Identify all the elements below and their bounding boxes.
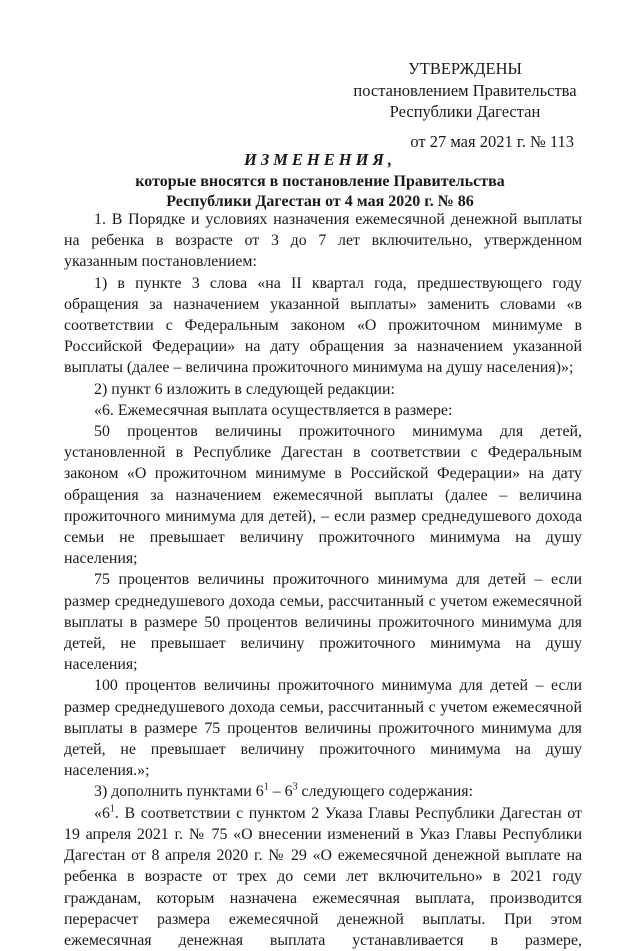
p9-start: «6 bbox=[94, 804, 110, 822]
title-spaced-heading: ИЗМЕНЕНИЯ, bbox=[244, 150, 396, 169]
title-line-2: Республики Дагестан от 4 мая 2020 г. № 86 bbox=[166, 193, 474, 210]
p8-mid: – 6 bbox=[268, 783, 293, 801]
paragraph-3: 2) пункт 6 изложить в следующей редакции: bbox=[94, 380, 395, 398]
paragraph-4: «6. Ежемесячная выплата осуществляется в размере: bbox=[94, 401, 453, 419]
approval-stamp-block bbox=[350, 58, 580, 152]
p8-start: 3) дополнить пунктами 6 bbox=[94, 783, 264, 801]
p9-end: . В соответствии с пунктом 2 Указа Главы Республики Дагестан от 19 апреля 2021 г. № 75 «О внесении изменений в Указ Главы Республики Дагестан от 8 апреля 2020 г. № 29 «О ежемесячной денежной выплате на ребенка в возрасте от трех до семи лет включительно» в 2021 году гражданам, которым назначена ежемесячная выплата, производится перерасчет размера ежемесячной денежной выплаты. При этом ежемесячная денежная выплата устанавливается в размере, bbox=[64, 804, 582, 949]
approval-heading: УТВЕРЖДЕНЫ bbox=[408, 59, 522, 78]
paragraph-8 bbox=[64, 781, 582, 802]
paragraph-1: 1. В Порядке и условиях назначения ежемесячной денежной выплаты на ребенка в возрасте от 3 до 7 лет включительно, утвержденном указанным постановлением: bbox=[64, 211, 582, 271]
approval-line-1: постановлением Правительства bbox=[353, 81, 577, 100]
p9-superscript: 1 bbox=[109, 803, 115, 815]
paragraph-5: 50 процентов величины прожиточного минимума для детей, установленной в Республике Дагестан в соответствии с Федеральным законом «О прожиточном минимуме в Российской Федерации» на дату обращения за назначением ежемесячной выплаты (далее – величина прожиточного минимума для детей), – если размер среднедушевого дохода семьи не превышает величину прожиточного минимума на душу населения; bbox=[64, 423, 582, 568]
title-line-1: которые вносятся в постановление Правительства bbox=[135, 173, 505, 190]
p8-superscript-1: 1 bbox=[263, 782, 269, 794]
paragraph-2: 1) в пункте 3 слова «на II квартал года, предшествующего году обращения за назначением указанной выплаты» заменить словами «в соответствии с Федеральным законом «О прожиточном минимуме в Российской Федерации» на дату обращения за назначением указанной выплаты (далее – величина прожиточного минимума на душу населения)»; bbox=[64, 274, 582, 377]
paragraph-7: 100 процентов величины прожиточного минимума для детей – если размер среднедушевого дохода семьи, рассчитанный с учетом ежемесячной выплаты в размере 75 процентов величины прожиточного минимума для детей, не превышает величину прожиточного минимума на душу населения.»; bbox=[64, 677, 582, 780]
p8-end: следующего содержания: bbox=[297, 783, 473, 801]
document-title bbox=[80, 150, 560, 212]
approval-date: от 27 мая 2021 г. № 113 bbox=[410, 132, 574, 151]
paragraph-9 bbox=[64, 803, 582, 951]
p8-superscript-2: 3 bbox=[292, 782, 298, 794]
paragraph-6: 75 процентов величины прожиточного минимума для детей – если размер среднедушевого дохода семьи, рассчитанный с учетом ежемесячной выплаты в размере 50 процентов величины прожиточного минимума для детей, не превышает величину прожиточного минимума на душу населения; bbox=[64, 571, 582, 674]
document-body bbox=[64, 209, 582, 951]
approval-line-2: Республики Дагестан bbox=[389, 102, 541, 121]
